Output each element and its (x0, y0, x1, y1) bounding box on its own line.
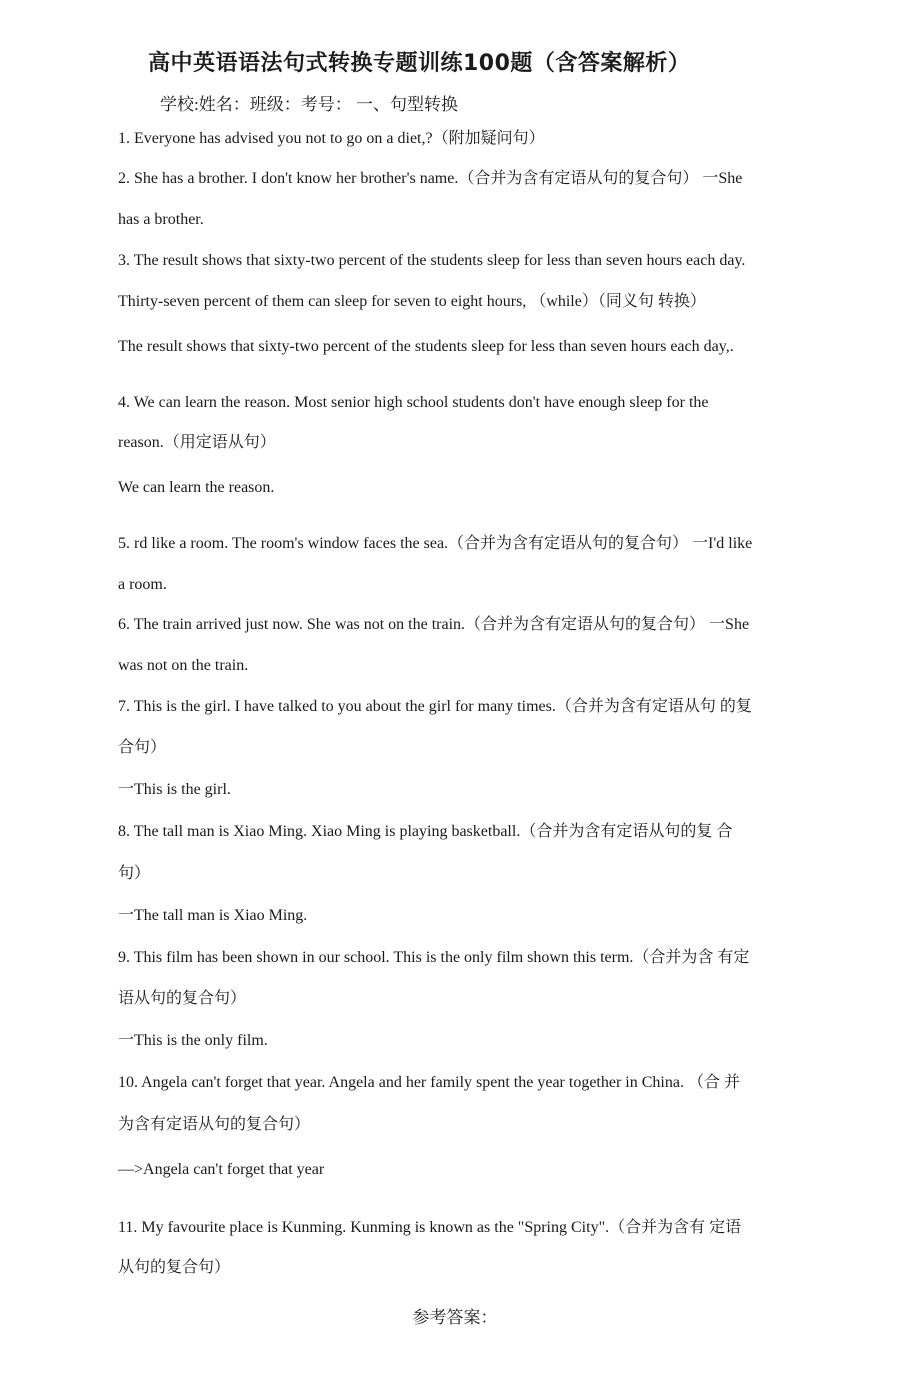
question-line: 为含有定语从句的复合句） (118, 1116, 311, 1133)
question-line: Thirty-seven percent of them can sleep for seven to eight hours, （while）（同义句 转换） (118, 293, 706, 310)
document-subtitle: 学校:姓名：班级：考号： 一、句型转换 (160, 95, 458, 114)
question-line: 7. This is the girl. I have talked to you about the girl for many times.（合并为含有定语从句 的复 (118, 698, 752, 715)
question-line: 一This is the only film. (118, 1032, 268, 1049)
question-line: 8. The tall man is Xiao Ming. Xiao Ming is playing basketball.（合并为含有定语从句的复 合 (118, 823, 733, 840)
question-line: 9. This film has been shown in our school. This is the only film shown this term.（合并为含 有定 (118, 949, 750, 966)
question-line: 一This is the girl. (118, 781, 231, 798)
question-line: reason.（用定语从句） (118, 434, 276, 451)
question-line: 3. The result shows that sixty-two percent of the students sleep for less than seven hours each day. (118, 252, 746, 269)
answer-heading: 参考答案： (412, 1308, 498, 1327)
question-line: 句） (118, 865, 151, 882)
question-line: 4. We can learn the reason. Most senior high school students don't have enough sleep for the (118, 394, 709, 411)
question-line: The result shows that sixty-two percent of the students sleep for less than seven hours each day,. (118, 338, 734, 355)
question-line: has a brother. (118, 211, 204, 228)
question-line: 6. The train arrived just now. She was not on the train.（合并为含有定语从句的复合句） 一She (118, 616, 750, 633)
question-line: 从句的复合句） (118, 1259, 231, 1276)
question-line: 5. rd like a room. The room's window faces the sea.（合并为含有定语从句的复合句） 一I'd like (118, 535, 753, 552)
question-line: 一The tall man is Xiao Ming. (118, 907, 308, 924)
question-line: a room. (118, 576, 167, 593)
question-line: was not on the train. (118, 657, 249, 674)
question-line: 语从句的复合句） (118, 990, 247, 1007)
document-title: 高中英语语法句式转换专题训练100题（含答案解析） (148, 51, 691, 76)
question-line: 2. She has a brother. I don't know her brother's name.（合并为含有定语从句的复合句） 一She (118, 170, 743, 187)
question-line: We can learn the reason. (118, 479, 275, 496)
question-line: 10. Angela can't forget that year. Angela and her family spent the year together in China. （合 并 (118, 1074, 740, 1091)
question-line: 11. My favourite place is Kunming. Kunming is known as the "Spring City".（合并为含有 定语 (118, 1219, 742, 1236)
question-line: 合句） (118, 739, 167, 756)
question-line: —>Angela can't forget that year (118, 1161, 325, 1178)
question-line: 1. Everyone has advised you not to go on a diet,?（附加疑问句） (118, 130, 545, 147)
